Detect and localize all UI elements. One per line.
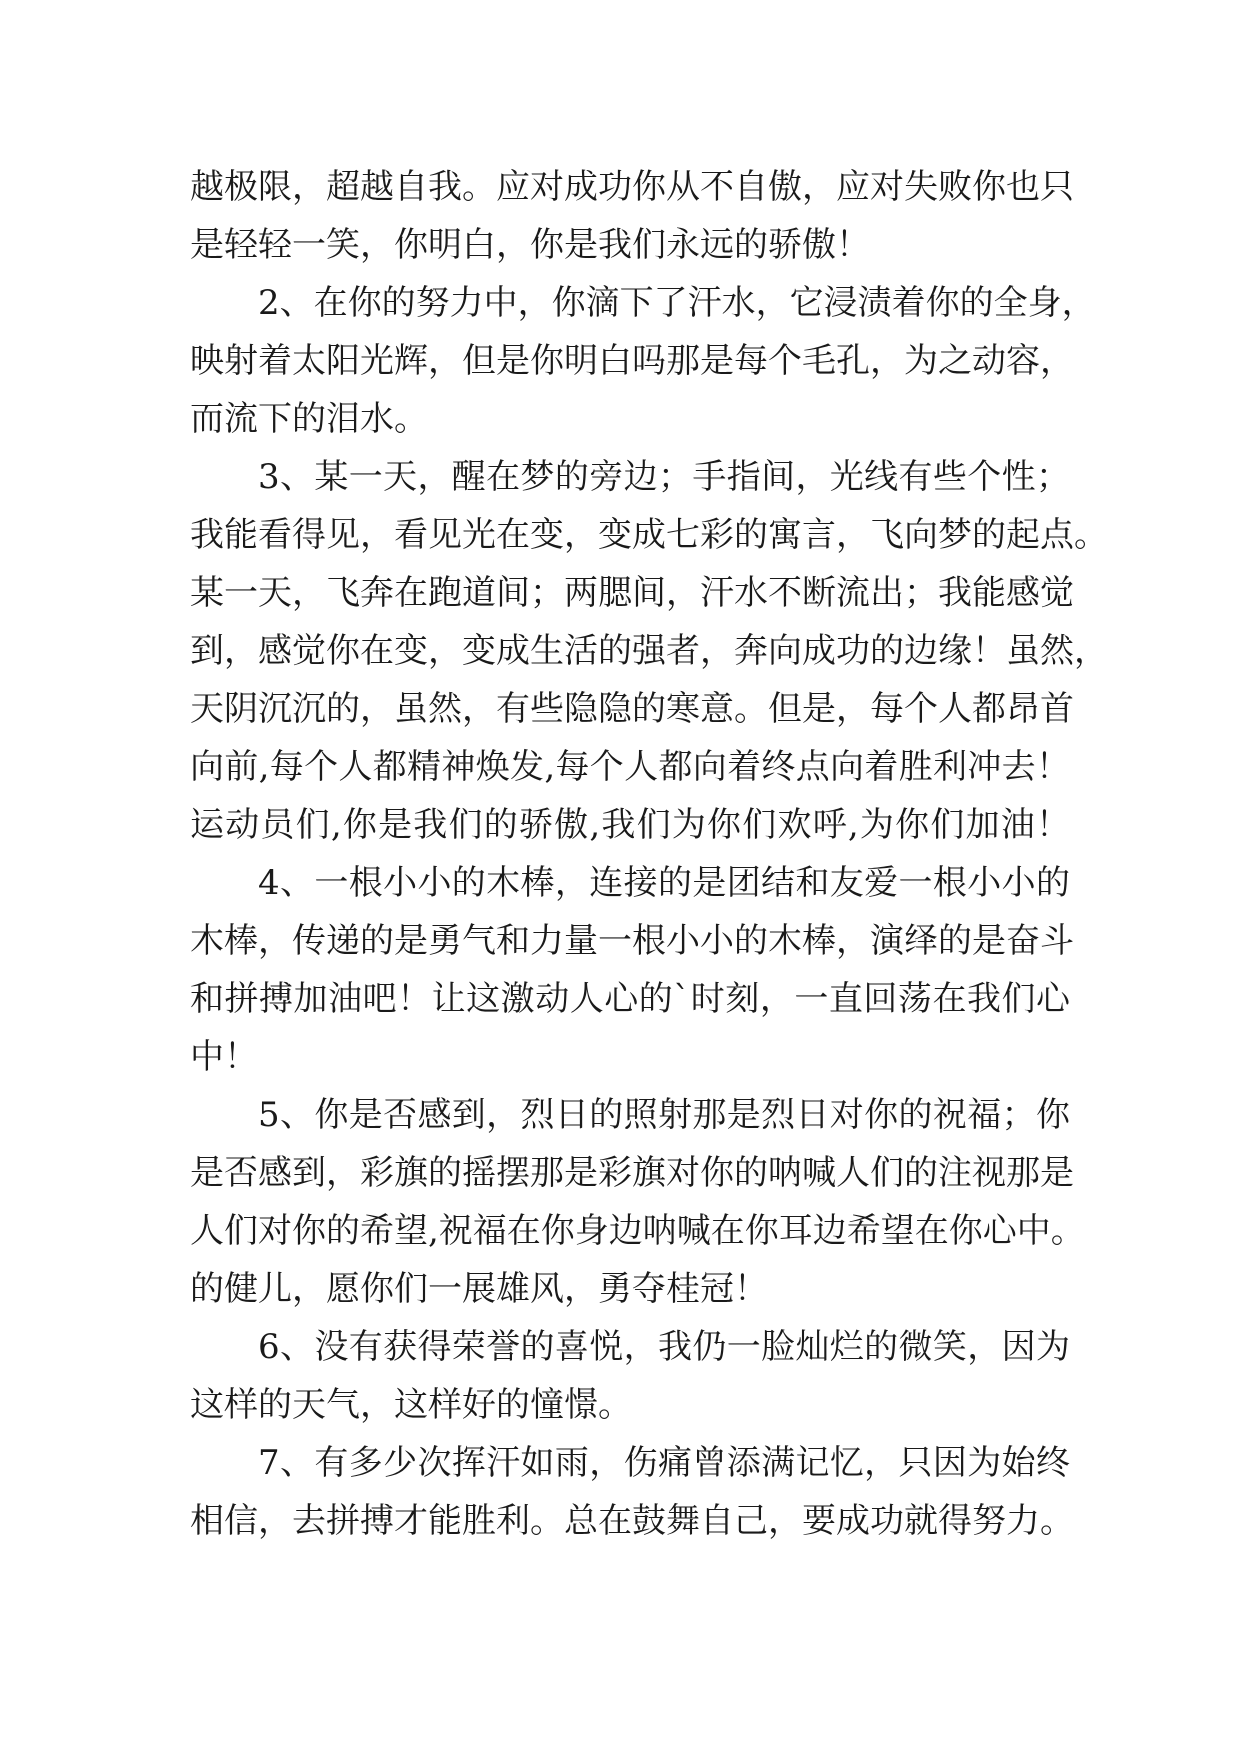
text-line: 是轻轻一笑，你明白，你是我们永远的骄傲！	[190, 225, 870, 265]
text-line: 某一天，飞奔在跑道间；两腮间，汗水不断流出；我能感觉	[190, 573, 1074, 613]
paragraph-4-start: 4、一根小小的木棒，连接的是团结和友爱一根小小的	[258, 863, 1070, 903]
text-line: 越极限，超越自我。应对成功你从不自傲，应对失败你也只	[190, 167, 1074, 207]
text-line: 天阴沉沉的，虽然，有些隐隐的寒意。但是，每个人都昂首	[190, 689, 1074, 729]
paragraph-2-start: 2、在你的努力中，你滴下了汗水，它浸渍着你的全身，	[258, 283, 1096, 323]
text-line: 这样的天气，这样好的憧憬。	[190, 1385, 632, 1425]
text-line: 的健儿，愿你们一展雄风，勇夺桂冠！	[190, 1269, 768, 1309]
paragraph-7-start: 7、有多少次挥汗如雨，伤痛曾添满记忆，只因为始终	[258, 1443, 1070, 1483]
text-line: 映射着太阳光辉，但是你明白吗那是每个毛孔，为之动容，	[190, 341, 1074, 381]
text-line: 和拼搏加油吧！让这激动人心的`时刻，一直回荡在我们心	[190, 979, 1070, 1019]
paragraph-3-start: 3、某一天，醒在梦的旁边；手指间，光线有些个性；	[258, 457, 1070, 497]
text-line: 而流下的泪水。	[190, 399, 428, 439]
text-line: 向前,每个人都精神焕发,每个人都向着终点向着胜利冲去！	[190, 747, 1070, 787]
text-line: 我能看得见，看见光在变，变成七彩的寓言，飞向梦的起点。	[190, 515, 1108, 555]
text-line: 是否感到，彩旗的摇摆那是彩旗对你的呐喊人们的注视那是	[190, 1153, 1074, 1193]
text-line: 中！	[190, 1037, 258, 1077]
text-line: 到，感觉你在变，变成生活的强者，奔向成功的边缘！虽然，	[190, 631, 1108, 671]
paragraph-6-start: 6、没有获得荣誉的喜悦，我仍一脸灿烂的微笑，因为	[258, 1327, 1070, 1367]
text-line: 运动员们,你是我们的骄傲,我们为你们欢呼,为你们加油！	[190, 805, 1070, 845]
text-line: 木棒，传递的是勇气和力量一根小小的木棒，演绎的是奋斗	[190, 921, 1074, 961]
text-line: 人们对你的希望,祝福在你身边呐喊在你耳边希望在你心中。	[190, 1211, 1085, 1251]
document-body	[190, 158, 1108, 1550]
text-line: 相信，去拼搏才能胜利。总在鼓舞自己，要成功就得努力。	[190, 1501, 1074, 1541]
paragraph-5-start: 5、你是否感到，烈日的照射那是烈日对你的祝福；你	[258, 1095, 1070, 1135]
